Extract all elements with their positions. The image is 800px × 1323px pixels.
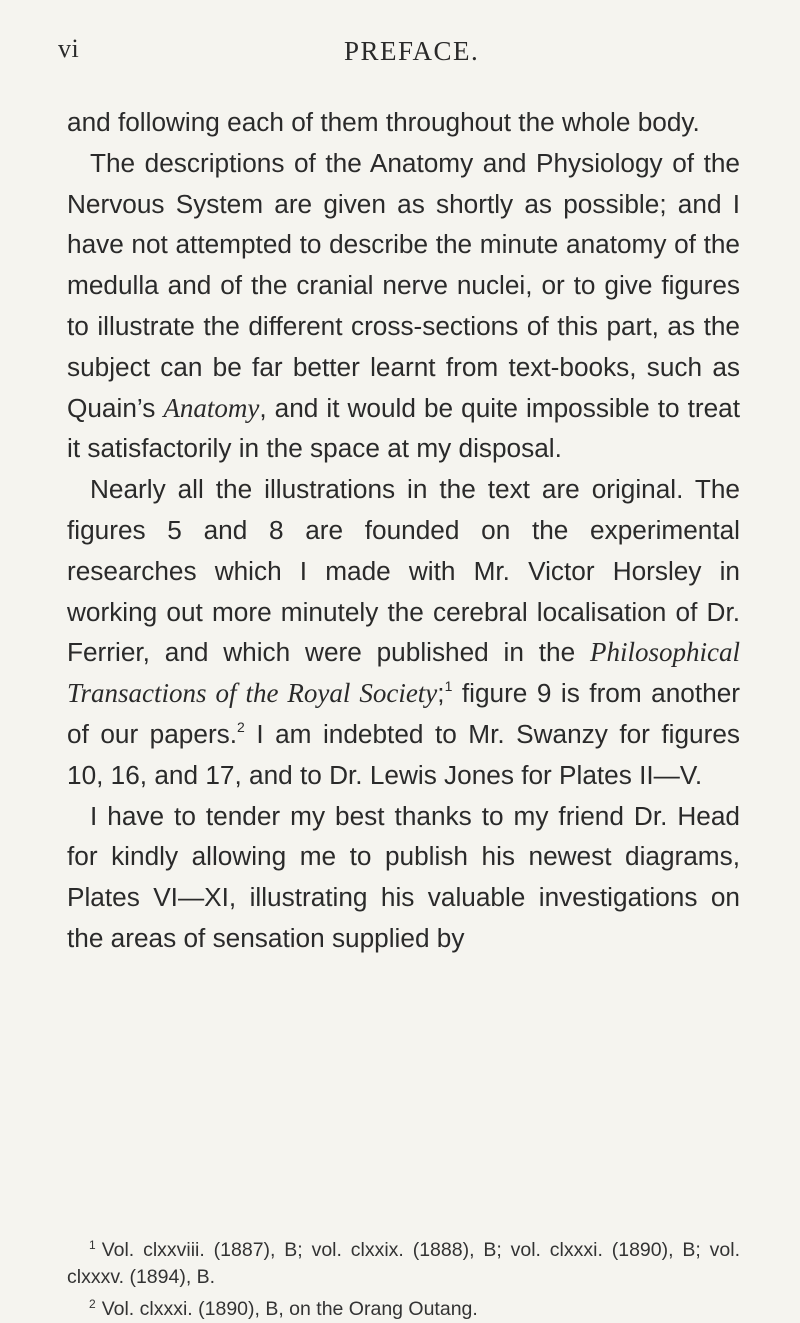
paragraph-text: Nearly all the illustrations in the text are original. The figures 5 and 8 are founded on the experimental researches which I made with Mr. Victor Horsley in working out more minutely the cerebral localisation of Dr. Ferrier, and which were published in the <box>67 474 740 668</box>
footnotes <box>67 1232 740 1323</box>
paragraph-continuation <box>67 102 740 143</box>
paragraph-text: I am indebted to Mr. Swanzy for figures 10, 16, and 17, and to Dr. Lewis Jones for Plates II—V. <box>67 718 740 790</box>
footnote-ref-1: 1 <box>444 678 453 695</box>
paragraph-illustrations <box>67 469 740 795</box>
footnote-text: Vol. clxxxi. (1890), B, on the Orang Outang. <box>101 1298 478 1320</box>
footnote-ref-2: 2 <box>237 718 245 735</box>
footnote-2 <box>67 1291 740 1323</box>
footnote-mark: 1 <box>89 1238 96 1252</box>
italic-title: Philosophical Transactions of the Royal Society <box>67 637 740 709</box>
running-head: PREFACE. <box>344 36 480 66</box>
paragraph-text: figure 9 is from another of our papers. <box>67 678 740 749</box>
footnote-1 <box>67 1232 740 1291</box>
footnote-text: Vol. clxxviii. (1887), B; vol. clxxix. (1888), B; vol. clxxxi. (1890), B; vol. clxxxv. (1894), B. <box>67 1239 740 1288</box>
page-number: vi <box>58 34 80 63</box>
italic-title: Anatomy <box>163 392 260 423</box>
body-text <box>67 102 740 959</box>
paragraph-text: ; <box>437 678 445 709</box>
paragraph-descriptions <box>67 143 740 469</box>
paragraph-text: I have to tender my best thanks to my friend Dr. Head for kindly allowing me to publish his newest diagrams, Plates VI—XI, illustrating his valuable investigations on the areas of sensation supplied by <box>67 800 740 953</box>
paragraph-thanks <box>67 796 740 959</box>
paragraph-text: and following each of them throughout the whole body. <box>67 107 700 137</box>
page-header <box>0 30 800 70</box>
paragraph-text: The descriptions of the Anatomy and Physiology of the Nervous System are given as shortly as possible; and I have not attempted to describe the minute anatomy of the medulla and of the cranial nerve nuclei, or to give figures to illustrate the different cross-sections of this part, as the subject can be far better learnt from text-books, such as Quain’s <box>67 147 740 423</box>
paragraph-text: , and it would be quite impossible to treat it satisfactorily in the space at my disposal. <box>67 392 740 464</box>
footnote-mark: 2 <box>89 1297 96 1311</box>
